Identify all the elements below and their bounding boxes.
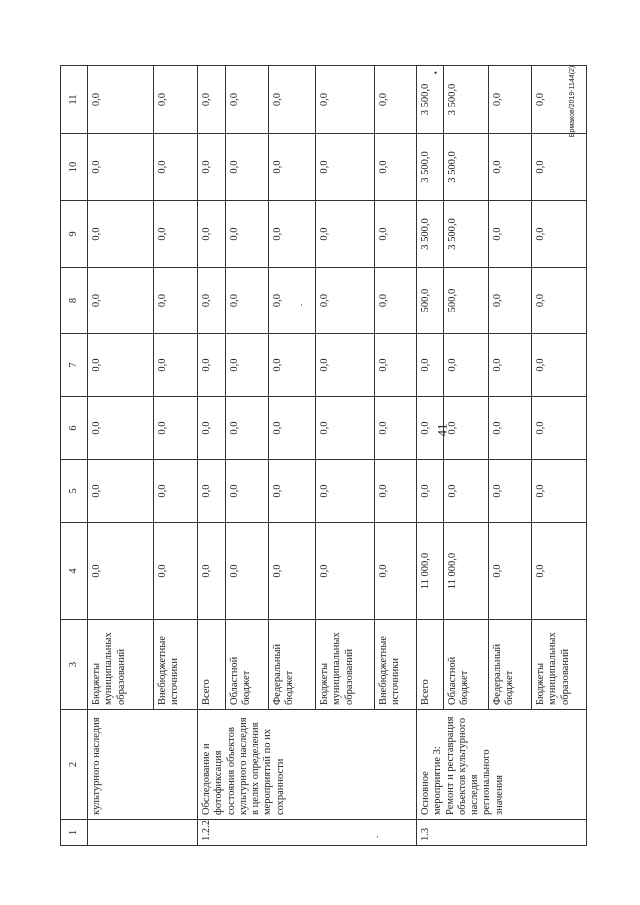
value-cell: 0,0 [198,460,226,523]
value-cell: 0,0 [269,66,316,134]
column-header: 2 [61,710,88,820]
value-cell: 0,0 [226,334,269,397]
value-cell: 0,0 [226,66,269,134]
value-cell: 3 500,0 [444,66,489,134]
item-name: Обследование и фотофиксация состояния объектов культурного наследия в целях определения мероприятий по их сохранности [198,710,417,820]
value-cell: 3 500,0 [417,201,444,268]
budget-table [60,65,587,846]
value-cell: 0,0 [444,397,489,460]
value-cell: 0,0 [154,397,198,460]
value-cell: 0,0 [269,460,316,523]
funding-source: Федеральный бюджет [269,620,316,710]
column-header: 6 [61,397,88,460]
value-cell: 0,0 [198,66,226,134]
value-cell: 0,0 [198,334,226,397]
value-cell: 0,0 [532,201,587,268]
value-cell: 0,0 [198,523,226,620]
value-cell: 0,0 [269,268,316,334]
scan-speck: • [434,68,438,78]
value-cell: 0,0 [88,268,154,334]
value-cell: 0,0 [489,268,532,334]
value-cell: 0,0 [417,460,444,523]
value-cell: 0,0 [226,201,269,268]
value-cell: 0,0 [198,134,226,201]
value-cell: 0,0 [269,397,316,460]
value-cell: 0,0 [375,201,417,268]
column-header: 11 [61,66,88,134]
value-cell: 0,0 [88,397,154,460]
column-header: 8 [61,268,88,334]
value-cell: 0,0 [444,334,489,397]
value-cell: 0,0 [375,134,417,201]
funding-source: Всего [417,620,444,710]
budget-table-sheet [60,66,571,846]
value-cell: 0,0 [444,460,489,523]
item-name: культурного наследия [88,710,198,820]
value-cell: 0,0 [489,134,532,201]
value-cell: 0,0 [269,201,316,268]
value-cell: 0,0 [417,397,444,460]
value-cell: 0,0 [269,134,316,201]
value-cell: 0,0 [316,334,375,397]
value-cell: 0,0 [269,523,316,620]
funding-source: Областной бюджет [444,620,489,710]
column-header: 1 [61,820,88,846]
value-cell: 0,0 [375,523,417,620]
value-cell: 0,0 [532,523,587,620]
value-cell: 0,0 [532,397,587,460]
value-cell: 0,0 [269,334,316,397]
value-cell: 0,0 [154,268,198,334]
funding-source: Бюджеты муниципальных образований [532,620,587,710]
value-cell: 0,0 [316,134,375,201]
value-cell: 0,0 [489,201,532,268]
value-cell: 500,0 [444,268,489,334]
value-cell: 0,0 [198,268,226,334]
value-cell: 0,0 [375,268,417,334]
value-cell: 3 500,0 [444,134,489,201]
value-cell: 0,0 [154,66,198,134]
scan-speck: · [376,832,379,842]
funding-source: Областной бюджет [226,620,269,710]
table-row [417,66,444,846]
table-row [88,66,154,846]
column-header: 9 [61,201,88,268]
column-header: 4 [61,523,88,620]
value-cell: 11 000,0 [444,523,489,620]
value-cell: 0,0 [88,334,154,397]
value-cell: 0,0 [532,66,587,134]
value-cell: 0,0 [198,397,226,460]
value-cell: 3 500,0 [417,66,444,134]
value-cell: 3 500,0 [444,201,489,268]
value-cell: 0,0 [154,334,198,397]
value-cell: 0,0 [154,134,198,201]
value-cell: 0,0 [154,460,198,523]
item-code [88,820,198,846]
funding-source: Внебюджетные источники [154,620,198,710]
page-number: 41 [434,423,450,437]
value-cell: 0,0 [88,66,154,134]
value-cell: 0,0 [88,134,154,201]
column-header: 7 [61,334,88,397]
value-cell: 0,0 [226,134,269,201]
column-header: 5 [61,460,88,523]
scan-speck: · [300,300,303,310]
value-cell: 0,0 [226,268,269,334]
funding-source: Всего [198,620,226,710]
value-cell: 0,0 [375,334,417,397]
funding-source: Бюджеты муниципальных образований [88,620,154,710]
value-cell: 3 500,0 [417,134,444,201]
item-code: 1.3 [417,820,587,846]
value-cell: 0,0 [154,523,198,620]
value-cell: 0,0 [226,397,269,460]
value-cell: 0,0 [316,201,375,268]
funding-source: Федеральный бюджет [489,620,532,710]
value-cell: 0,0 [375,397,417,460]
value-cell: 0,0 [88,460,154,523]
value-cell: 0,0 [88,201,154,268]
value-cell: 500,0 [417,268,444,334]
value-cell: 0,0 [316,66,375,134]
value-cell: 0,0 [375,66,417,134]
value-cell: 0,0 [316,523,375,620]
funding-source: Внебюджетные источники [375,620,417,710]
column-header: 3 [61,620,88,710]
table-row [198,66,226,846]
table-header-row [61,66,88,846]
value-cell: 0,0 [226,460,269,523]
document-stamp: Ермаков/2019-1144(2) [569,65,577,138]
value-cell: 0,0 [375,460,417,523]
value-cell: 0,0 [489,334,532,397]
value-cell: 0,0 [532,134,587,201]
value-cell: 0,0 [316,460,375,523]
value-cell: 0,0 [226,523,269,620]
funding-source: Бюджеты муниципальных образований [316,620,375,710]
column-header: 10 [61,134,88,201]
value-cell: 0,0 [88,523,154,620]
value-cell: 0,0 [154,201,198,268]
item-code: 1.2.2 [198,820,417,846]
value-cell: 11 000,0 [417,523,444,620]
value-cell: 0,0 [417,334,444,397]
value-cell: 0,0 [489,460,532,523]
value-cell: 0,0 [489,397,532,460]
item-name: Основное мероприятие 3: Ремонт и реставрация объектов культурного наследия регионального значения [417,710,587,820]
value-cell: 0,0 [198,201,226,268]
value-cell: 0,0 [316,268,375,334]
value-cell: 0,0 [532,268,587,334]
value-cell: 0,0 [489,66,532,134]
value-cell: 0,0 [316,397,375,460]
value-cell: 0,0 [489,523,532,620]
value-cell: 0,0 [532,460,587,523]
value-cell: 0,0 [532,334,587,397]
